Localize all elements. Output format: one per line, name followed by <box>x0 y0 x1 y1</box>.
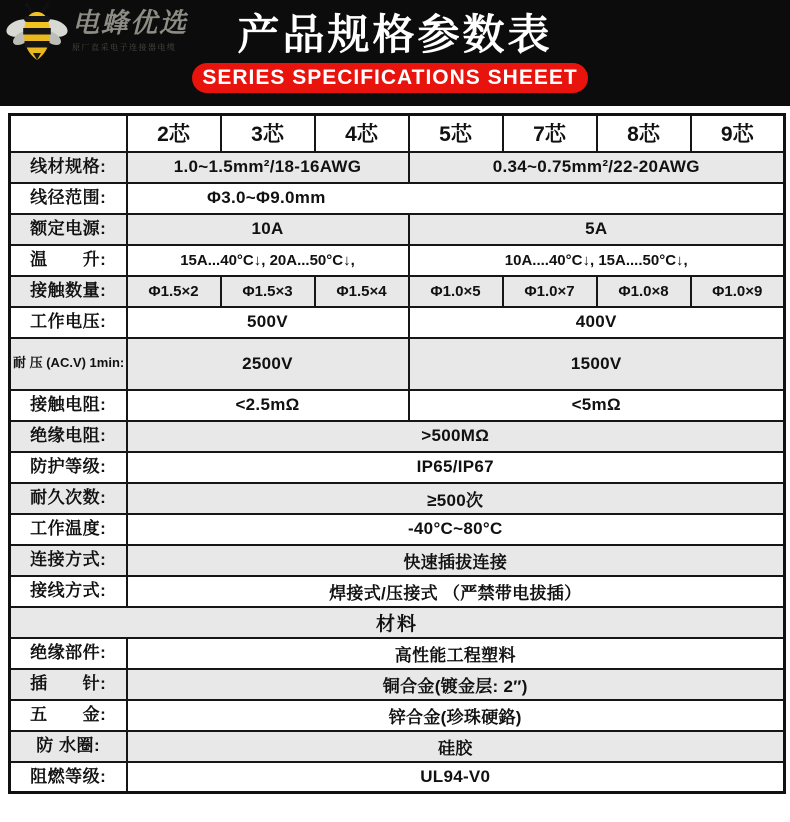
spec-value: 快速插拔连接 <box>127 545 785 576</box>
spec-label: 绝缘电阻: <box>10 421 127 452</box>
spec-row <box>10 214 785 245</box>
spec-label: 线材规格: <box>10 152 127 183</box>
spec-label: 额定电源: <box>10 214 127 245</box>
spec-label: 插 针: <box>10 669 127 700</box>
spec-value: 400V <box>409 307 785 338</box>
core-count-7: 9芯 <box>691 115 785 152</box>
spec-row <box>10 700 785 731</box>
spec-value: Φ1.5×3 <box>221 276 315 307</box>
page-title: 产品规格参数表 <box>237 11 553 58</box>
spec-value: UL94-V0 <box>127 762 785 793</box>
spec-row <box>10 731 785 762</box>
core-count-3: 4芯 <box>315 115 409 152</box>
spec-value: 高性能工程塑料 <box>127 638 785 669</box>
spec-value: 10A <box>127 214 409 245</box>
spec-row <box>10 452 785 483</box>
hero-banner <box>0 0 790 106</box>
spec-label: 防 水圈: <box>10 731 127 762</box>
spec-value: 硅胶 <box>127 731 785 762</box>
spec-row <box>10 483 785 514</box>
spec-label: 防护等级: <box>10 452 127 483</box>
spec-value: 500V <box>127 307 409 338</box>
corner-cell <box>10 115 127 152</box>
core-count-6: 8芯 <box>597 115 691 152</box>
spec-value: ≥500次 <box>127 483 785 514</box>
spec-value: Φ1.0×8 <box>597 276 691 307</box>
spec-row <box>10 307 785 338</box>
spec-label: 工作电压: <box>10 307 127 338</box>
spec-value: -40°C~80°C <box>127 514 785 545</box>
spec-value: Φ1.0×7 <box>503 276 597 307</box>
spec-row <box>10 576 785 607</box>
spec-label: 五 金: <box>10 700 127 731</box>
spec-label: 接触电阻: <box>10 390 127 421</box>
spec-value: 15A...40°C↓, 20A...50°C↓, <box>127 245 409 276</box>
spec-label: 阻燃等级: <box>10 762 127 793</box>
spec-row <box>10 421 785 452</box>
section-row <box>10 607 785 638</box>
brand-tagline: 原厂直采电子连接器电缆 <box>72 43 177 52</box>
spec-value: 焊接式/压接式 （严禁带电拔插） <box>127 576 785 607</box>
spec-table <box>8 113 786 794</box>
series-banner-label: SERIES SPECIFICATIONS SHEEET <box>202 66 578 89</box>
spec-row <box>10 390 785 421</box>
spec-value: 0.34~0.75mm²/22-20AWG <box>409 152 785 183</box>
spec-value: 10A....40°C↓, 15A....50°C↓, <box>409 245 785 276</box>
spec-value: >500MΩ <box>127 421 785 452</box>
spec-row <box>10 545 785 576</box>
spec-label: 绝缘部件: <box>10 638 127 669</box>
spec-value: Φ1.0×9 <box>691 276 785 307</box>
spec-label: 接线方式: <box>10 576 127 607</box>
spec-row <box>10 762 785 793</box>
spec-row <box>10 638 785 669</box>
spec-row <box>10 152 785 183</box>
spec-value: Φ1.5×2 <box>127 276 221 307</box>
core-count-5: 7芯 <box>503 115 597 152</box>
spec-row <box>10 669 785 700</box>
core-count-header-row <box>10 115 785 152</box>
spec-value: <2.5mΩ <box>127 390 409 421</box>
spec-value: Φ1.0×5 <box>409 276 503 307</box>
core-count-4: 5芯 <box>409 115 503 152</box>
spec-value: Φ3.0~Φ9.0mm <box>127 183 785 214</box>
core-count-1: 2芯 <box>127 115 221 152</box>
spec-value: 铜合金(镀金层: 2″) <box>127 669 785 700</box>
spec-value: Φ1.5×4 <box>315 276 409 307</box>
spec-value: <5mΩ <box>409 390 785 421</box>
spec-row <box>10 183 785 214</box>
section-title: 材料 <box>10 607 785 638</box>
spec-label: 耐久次数: <box>10 483 127 514</box>
spec-table-body <box>10 115 785 793</box>
spec-label: 工作温度: <box>10 514 127 545</box>
spec-value: 1500V <box>409 338 785 390</box>
spec-value: 5A <box>409 214 785 245</box>
spec-value: 1.0~1.5mm²/18-16AWG <box>127 152 409 183</box>
brand-name: 电蜂优选 <box>72 8 188 39</box>
spec-row <box>10 514 785 545</box>
spec-label: 接触数量: <box>10 276 127 307</box>
spec-label: 温 升: <box>10 245 127 276</box>
spec-label: 连接方式: <box>10 545 127 576</box>
spec-row <box>10 338 785 390</box>
spec-row <box>10 245 785 276</box>
core-count-2: 3芯 <box>221 115 315 152</box>
spec-row <box>10 276 785 307</box>
spec-value: 2500V <box>127 338 409 390</box>
spec-label: 线径范围: <box>10 183 127 214</box>
series-banner <box>192 63 588 93</box>
spec-value: 锌合金(珍珠硬鉻) <box>127 700 785 731</box>
spec-value: IP65/IP67 <box>127 452 785 483</box>
spec-label: 耐 压 (AC.V) 1min: <box>10 338 127 390</box>
